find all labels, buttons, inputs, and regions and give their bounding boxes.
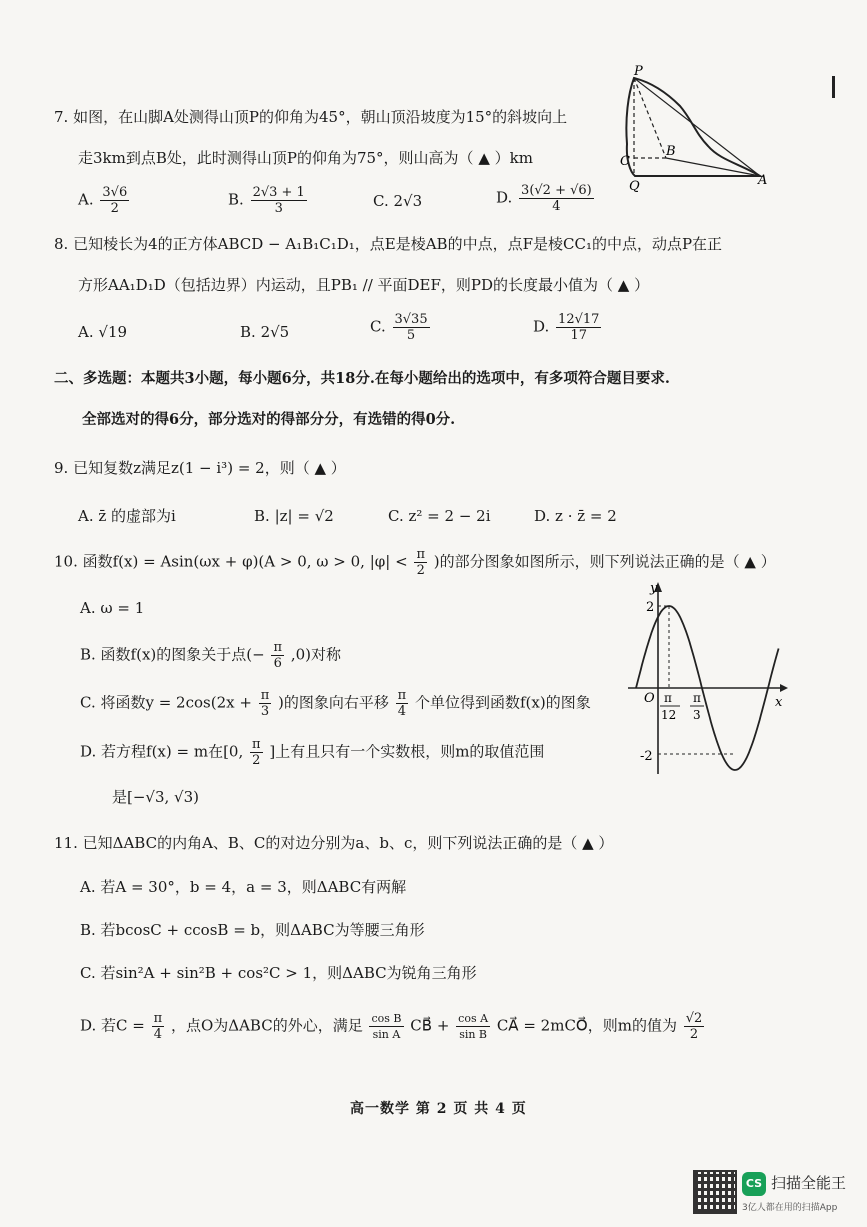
q11-option-b: B. 若bcosC + ccosB = b，则ΔABC为等腰三角形: [80, 921, 425, 939]
q7-label-q: Q: [629, 179, 640, 194]
q10-option-b: B. 函数f(x)的图象关于点(− $\frac{\pi}{6}$ ,0)对称: [80, 640, 341, 671]
scanner-logo-icon: CS: [742, 1172, 766, 1196]
q10-option-d-cont: 是[−√3, √3): [112, 788, 200, 806]
scanner-app-name: 扫描全能王: [771, 1174, 847, 1192]
q10-graph-y-label: y: [650, 581, 658, 596]
q10-graph-xtick2-num: π: [693, 691, 701, 705]
q7-option-b: B. $\frac{2√3 + 1}{3}$: [228, 185, 305, 216]
q7-mountain-figure: [600, 64, 775, 194]
q11-stem: 11. 已知ΔABC的内角A、B、C的对边分别为a、b、c，则下列说法正确的是（ ▲ ）: [54, 834, 614, 852]
q10-stem: 10. 函数f(x) = Asin(ωx + φ)(A > 0, ω > 0, |φ| < $\frac{\pi}{2}$ )的部分图象如图所示，则下列说法正确的是（ ▲ ）: [54, 547, 776, 578]
q10-graph-xtick1-den: 12: [661, 708, 677, 722]
q10-graph-ytick-bottom: -2: [640, 749, 653, 764]
q10-graph-xtick1-num: π: [664, 691, 672, 705]
q7-stem-line1: 7. 如图，在山脚A处测得山顶P的仰角为45°，朝山顶沿坡度为15°的斜坡向上: [54, 108, 568, 126]
q7-stem-line2: 走3km到点B处，此时测得山顶P的仰角为75°，则山高为（ ▲ ）km: [78, 149, 533, 167]
q10-option-c: C. 将函数y = 2cos(2x + $\frac{\pi}{3}$ )的图象向右平移 $\frac{\pi}{4}$ 个单位得到函数f(x)的图象: [80, 688, 591, 719]
q7-option-d: D. $\frac{3(√2 + √6)}{4}$: [496, 183, 592, 214]
q9-stem: 9. 已知复数z满足z(1 − i³) = 2，则（ ▲ ）: [54, 459, 346, 477]
q10-graph-x-label: x: [775, 695, 783, 710]
q10-sine-graph: [620, 578, 790, 778]
q7-option-a: A. $\frac{3√6}{2}$: [78, 185, 128, 216]
q10-graph-xtick2-den: 3: [693, 708, 701, 722]
q11-option-d: D. 若C = $\frac{\pi}{4}$ ，点O为ΔABC的外心，满足 $\frac{\text{cos B}}{\text{sin A}}$ CB⃗ + $\frac{\text{cos A}}{\text{sin B}}$ CA⃗ = 2mCO⃗，则m的值为 $\frac{√2}{2}$: [80, 1011, 703, 1042]
q8-option-b: B. 2√5: [240, 323, 290, 341]
section2-heading-line1: 二、多选题：本题共3小题，每小题6分，共18分.在每小题给出的选项中，有多项符合题目要求.: [54, 370, 670, 387]
q7-label-p: P: [634, 64, 643, 79]
q7-label-b: B: [666, 144, 676, 159]
q10-graph-ytick-top: 2: [646, 600, 655, 615]
q8-option-a: A. √19: [78, 323, 128, 341]
q11-option-a: A. 若A = 30°，b = 4，a = 3，则ΔABC有两解: [80, 878, 407, 896]
page-footer: 高一数学 第 2 页 共 4 页: [350, 1101, 527, 1117]
q8-stem-line1: 8. 已知棱长为4的正方体ABCD − A₁B₁C₁D₁，点E是棱AB的中点，点F是棱CC₁的中点，动点P在正: [54, 235, 723, 253]
q8-stem-line2: 方形AA₁D₁D（包括边界）内运动，且PB₁ // 平面DEF，则PD的长度最小值为（ ▲ ）: [78, 276, 650, 294]
q7-label-a: A: [758, 173, 768, 188]
q9-option-d: D. z · z̄ = 2: [534, 507, 617, 525]
q8-option-d: D. $\frac{12√17}{17}$: [533, 312, 600, 343]
q9-option-b: B. |z| = √2: [254, 507, 334, 525]
q7-option-c: C. 2√3: [373, 192, 423, 210]
scanner-tagline: 3亿人都在用的扫描App: [742, 1203, 838, 1213]
qr-code: [693, 1170, 737, 1214]
page-edge-mark: [832, 76, 835, 98]
q7-label-c: C: [620, 154, 630, 169]
q9-option-a: A. z̄ 的虚部为i: [78, 507, 176, 525]
q10-option-d: D. 若方程f(x) = m在[0, $\frac{\pi}{2}$ ]上有且只有一个实数根，则m的取值范围: [80, 737, 545, 768]
q10-graph-origin: O: [644, 691, 655, 706]
q9-option-c: C. z² = 2 − 2i: [388, 507, 491, 525]
q8-option-c: C. $\frac{3√35}{5}$: [370, 312, 428, 343]
q11-option-c: C. 若sin²A + sin²B + cos²C > 1，则ΔABC为锐角三角形: [80, 964, 477, 982]
section2-heading-line2: 全部选对的得6分，部分选对的得部分分，有选错的得0分.: [82, 411, 456, 428]
q10-option-a: A. ω = 1: [80, 599, 145, 617]
